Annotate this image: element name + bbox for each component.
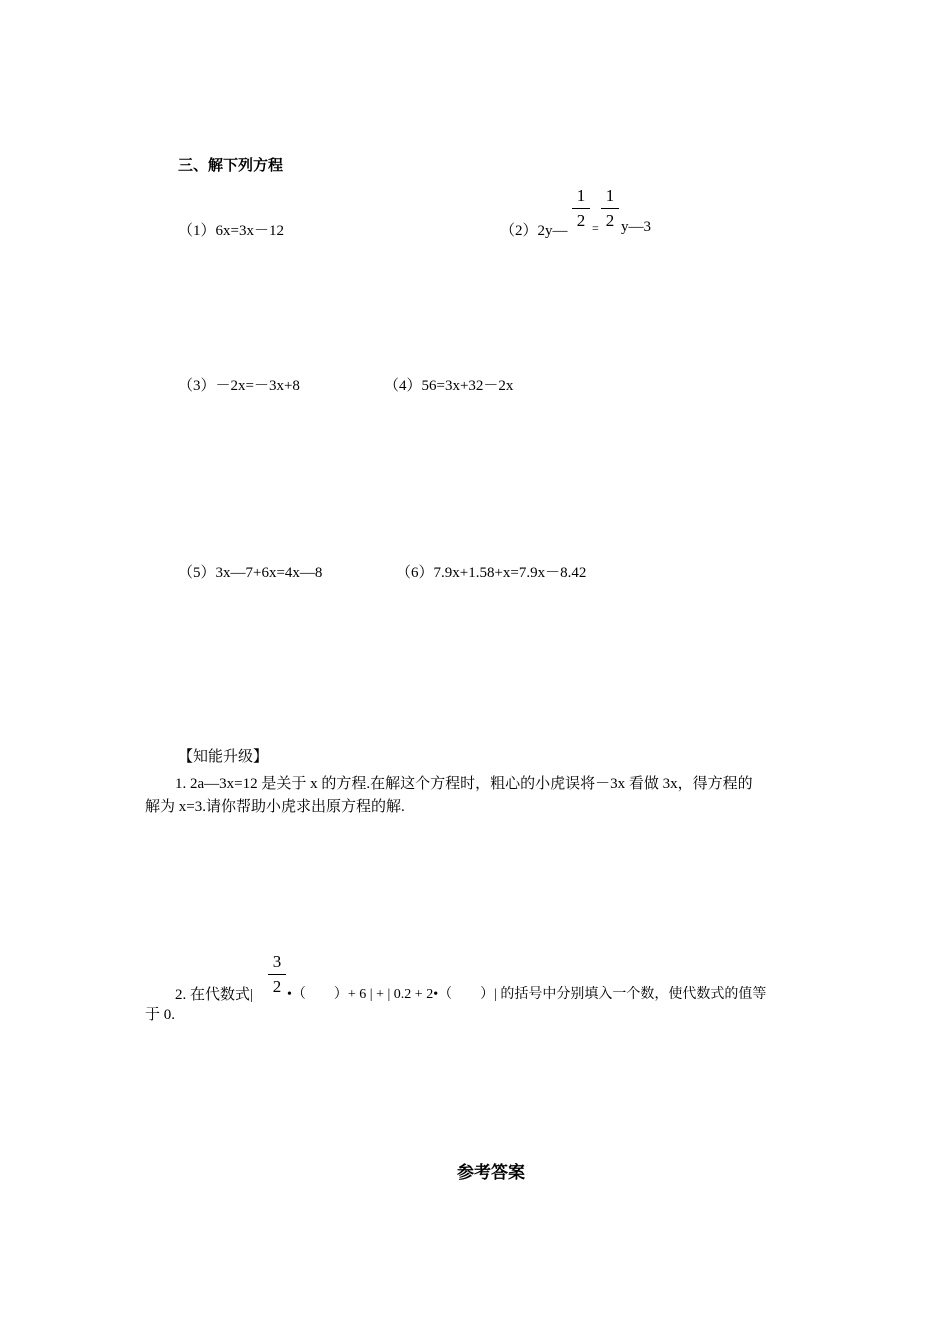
equation-5: （5）3x—7+6x=4x—8	[178, 565, 323, 581]
problem-2-line-2: 于 0.	[145, 1007, 176, 1023]
problem-1	[145, 773, 810, 819]
equation-2-suffix: y—3	[621, 219, 651, 235]
fraction-numerator: 3	[272, 952, 282, 971]
problem-1-text: 1. 2a—3x=12 是关于 x 的方程.在解这个方程时，粗心的小虎误将－3x 看做 3x，得方程的	[175, 776, 753, 792]
fraction-three-halves	[268, 952, 286, 997]
equation-3: （3）－2x=－3x+8	[178, 378, 300, 394]
fraction-bar	[601, 208, 619, 209]
problem-1-line-1	[145, 773, 810, 796]
fraction-half-2	[601, 186, 619, 231]
problem-2-suffix: •（ ）+ 6 | + | 0.2 + 2•（ ）| 的括号中分别填入一个数，使代数式的值等	[287, 987, 767, 1002]
equation-1: （1）6x=3x－12	[178, 223, 284, 239]
fraction-half-1	[572, 186, 590, 231]
upgrade-heading: 【知能升级】	[178, 749, 269, 765]
fraction-denominator: 2	[605, 211, 615, 230]
problem-2-prefix: 2. 在代数式|	[175, 987, 254, 1003]
equation-2-prefix: （2）2y—	[500, 223, 568, 239]
equals-sign: =	[592, 221, 599, 235]
fraction-bar	[268, 974, 286, 975]
section-heading: 三、解下列方程	[178, 158, 284, 174]
fraction-denominator: 2	[272, 977, 282, 996]
answers-heading: 参考答案	[457, 1163, 525, 1182]
fraction-numerator: 1	[576, 186, 586, 205]
fraction-numerator: 1	[605, 186, 615, 205]
equation-6: （6）7.9x+1.58+x=7.9x－8.42	[396, 565, 587, 581]
fraction-bar	[572, 208, 590, 209]
fraction-denominator: 2	[576, 211, 586, 230]
equation-4: （4）56=3x+32－2x	[384, 378, 514, 394]
problem-1-line-2: 解为 x=3.请你帮助小虎求出原方程的解.	[145, 799, 405, 815]
